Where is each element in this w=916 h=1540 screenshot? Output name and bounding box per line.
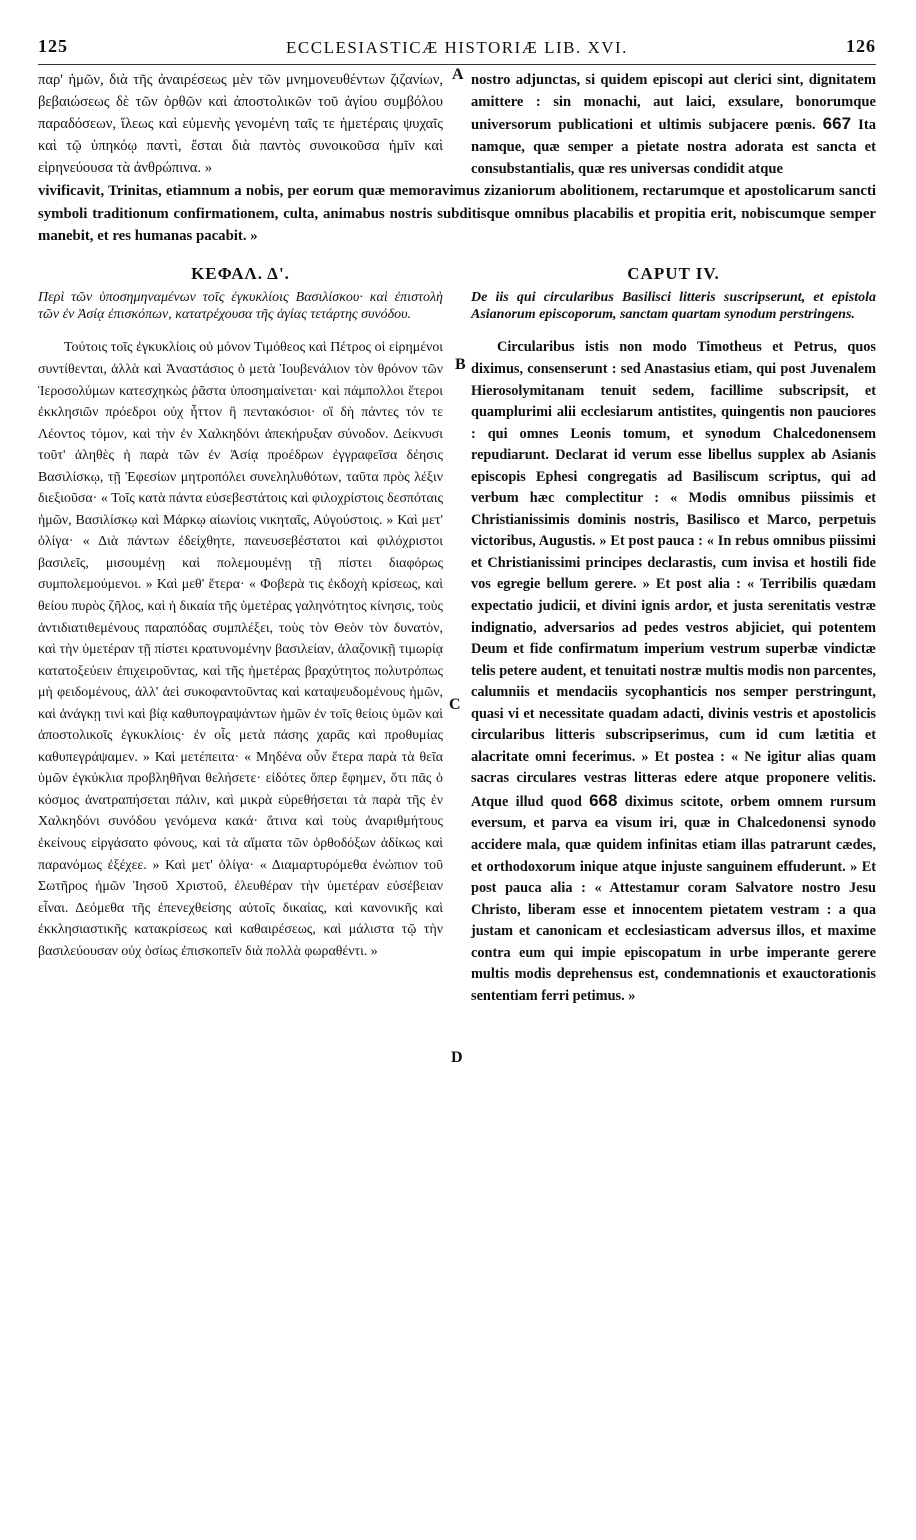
margin-letter-d: D: [451, 1049, 463, 1066]
latin-column-top: [471, 69, 876, 180]
page-number-left: 125: [38, 36, 68, 56]
margin-letter-b: B: [455, 356, 466, 373]
latin-top-a: nostro adjunctas, si quidem episcopi aut clerici sint, dignitatem amittere : sin monachi, aut laici, exsulare, bonorumque universorum publicationi et ultimis subjacere pœnis.: [471, 72, 876, 134]
latin-chapter-title: CAPUT IV.: [627, 264, 720, 284]
latin-body-1: Circularibus istis non modo Timotheus et Petrus, quos diximus, consenserunt : sed Anastasius etiam, qui post Juvenalem Hierosolymitanam tenuit sedem, facillime subscripsit, et quamplurimi alii ecclesiarum antistites, quingentis non pauciores : qui omnes Leonis tomum, et synodum Chalcedonensem repudiarunt. Declarat id verum esse libellus supplex ab Asianis episcopis Ephesi congregatis ad Basiliscum scriptus, qui ad verbum hæc complectitur : « Modis omnibus piissimis et Christianissimis dominis nostris, Basilisco et Marco, perpetuis victoribus, Augustis. » Et post pauca : « In rebus omnibus piissimi et Christianissimi principes declarastis, cum invisa et hostili fide vos egregie bellum gerere. » Et post alia : « Terribilis quædam expectatio judicii, et divini ignis ardor, et justa serenitatis vestræ indignatio, adversarios ad pedes vestros abjiciet, qui potentem Deum et fide confirmatum imperium vestrum superbæ vindictæ telis petere audent, et tenuitati nostræ multis modis non parcentes, calumniis et mendaciis sycophanticis nos semper perstringunt, quasi vi et necessitate quadam adacti, divinis vestris et apostolicis circularibus litteris subscripserimus, cum id cum lætitia et alacritate omni fecerimus. » Et postea : « Ne igitur alias quam sacras circulares vestras litteras edere atque proponere velitis. Atque illud quod: [471, 339, 876, 810]
full-width-paragraph: [38, 180, 876, 247]
latin-top-text: [471, 69, 876, 180]
top-columns: [38, 69, 876, 180]
latin-column: [471, 253, 876, 1007]
greek-chapter-title: ΚΕΦΑΛ. Δ'.: [191, 264, 290, 284]
page-marker-668: 668: [589, 790, 618, 810]
greek-top-text: παρ' ἡμῶν, διὰ τῆς ἀναιρέσεως μὲν τῶν μνημονευθέντων ζιζανίων, βεβαιώσεως δὲ τῶν ὀρθῶν καὶ ἀποστολικῶν τοῦ ἁγίου συμβόλου παραδόσεων, ἵλεως καὶ εὐμενὴς γενομένη ταῖς τε ἡμετέραις ψυχαῖς καὶ τῷ ὑπηκόῳ παντὶ, ἔσται διὰ παντὸς συνοικοῦσα ἡμῖν καὶ εἰρηνεύουσα τὰ ἀνθρώπινα. »: [38, 72, 443, 177]
greek-body-text: Τούτοις τοῖς ἐγκυκλίοις οὐ μόνον Τιμόθεος καὶ Πέτρος οἱ εἰρημένοι συντίθενται, ἀλλὰ καὶ Ἀναστάσιος ὁ μετὰ Ἰουβενάλιον τὸν θρόνον τῶν Ἱεροσολύμων κατεσχηκὼς ῥᾶστα ὑποσημαίνεται· καὶ πάμπολλοι ἕτεροι ἐκκλησιῶν πρόεδροι οὐχ ἧττον ἢ πεντακόσιοι· οἳ δὴ πάντες τόν τε Λέοντος τόμον, καὶ τὴν ἐν Χαλκηδόνι ἀπεκήρυξαν σύνοδον. Δείκνυσι τοῦτ' ἀληθὲς ἡ παρὰ τῶν ἐν Ἀσίᾳ προέδρων ἐγγραφεῖσα δέησις Βασιλίσκῳ, τῇ Ἐφεσίων μητροπόλει συνεληλυθότων, ταῦτα πρὸς λέξιν διεξιοῦσα· « Τοῖς κατὰ πάντα εὐσεβεστάτοις καὶ φιλοχρίστοις δεσπόταις ἡμῶν, Βασιλίσκῳ καὶ Μάρκῳ αἰωνίοις νικηταῖς, Αὐγούστοις. » Καὶ μετ' ὀλίγα· « Διὰ πάντων ἐδείχθητε, πανευσεβέστατοι καὶ φιλόχριστοι βασιλεῖς, μισουμένῃ καὶ πολεμουμένῃ τῇ πίστει διαφόρως συμπολεμούμενοι. » Καὶ μεθ' ἕτερα· « Φοβερὰ τις ἐκδοχὴ κρίσεως, καὶ θείου πυρὸς ζῆλος, καὶ ἡ δικαία τῆς ὑμετέρας γαληνότητος κίνησις, τοὺς ἀντιδιατιθεμένους παραπόδας συμπλέξει, τοὺς τὸν Θεὸν τὸν δυνατὸν, καὶ τὴν ὑμετέραν τῇ πίστει κρατυνομένην βασιλείαν, ἀλαζονικῇ τιμωρίᾳ κατατοξεύειν ἐπιχειροῦντας, καὶ τῆς ἡμετέρας βραχύτητος πολυτρόπως μὴ φειδομένους, ἀλλ' ἀεὶ συκοφαντοῦντας καὶ καταψευδομένους ἡμῶν, καὶ ἀνάγκῃ τινὶ καὶ βίᾳ καθυπογραψάντων ἡμῶν ἐν τοῖς θείοις ὑμῶν καὶ ἀποστολικοῖς ἐγκυκλίοις· ἐν οἷς μετὰ πάσης χαρᾶς καὶ προθυμίας καθυπεγράψαμεν. » Καὶ μετέπειτα· « Μηδένα οὖν ἕτερα παρὰ τὰ θεῖα ὑμῶν ἐγκύκλια προβληθῆναι θελήσετε· εἰδότες ὅπερ ἔφημεν, ὅτι πᾶς ὁ κόσμος ἀνατραπήσεται πάλιν, καὶ μικρὰ εὑρεθήσεται τὰ παρὰ τῆς ἐν Χαλκηδόνι συνόδου γενόμενα κακά· ἅτινα καὶ τοὺς ἀναριθμήτους ἐκείνους εἰργάσατο φόνους, καὶ τὰ αἵματα τῶν ὀρθοδόξων ἀδίκως καὶ παρανόμως ἐξέχεε. » Καὶ μετ' ὀλίγα· « Διαμαρτυρόμεθα ἐνώπιον τοῦ Σωτῆρος ἡμῶν Ἰησοῦ Χριστοῦ, ἐλευθέραν τὴν ὑμετέραν εὐσέβειαν εἶναι. Δεόμεθα τῆς ἐπενεχθείσης αὐτοῖς δικαίας, καὶ κανονικῆς καὶ ἐκκλησιαστικῆς κατακρίσεως καὶ καθαιρέσεως, καὶ μάλιστα τῷ τὴν βασιλεύουσαν οὐχ ὁσίως ἐπισκοπεῖν διὰ πολλὰ φωραθέντι. »: [38, 340, 443, 959]
running-header: [38, 34, 876, 65]
margin-letter-c: C: [449, 696, 461, 713]
latin-chapter-subtitle: De iis qui circularibus Basilisci litteris suscripserunt, et epistola Asianorum episcoporum, sanctam quartam synodum perstringens.: [471, 290, 876, 323]
latin-body-2: diximus scitote, orbem omnem rursum eversum, et parva ea visum iri, quæ in Chalcedonensi synodo accidere mala, quæ quidem infinitas etiam illas patrarunt cædes, et orthodoxorum inique atque injuste sanguinem effuderunt. » Et post pauca alia : « Attestamur coram Salvatore nostro Jesu Christo, liberam esse et innocentem pietatem vestram : a qua justam et canonicam et ecclesiasticam adversus illos, et maxime contra eum qui impie episcopatum in urbe imperante gerere multis modis deprehensus est, condemnationis et exauctorationis sententiam ferri petimus. »: [471, 793, 876, 1004]
margin-letter-a: A: [452, 66, 464, 83]
greek-column: [38, 253, 443, 1007]
running-title: ECCLESIASTICÆ HISTORIÆ LIB. XVI.: [286, 38, 628, 57]
page-number-right: 126: [846, 36, 876, 56]
greek-chapter-subtitle: Περὶ τῶν ὑποσημηναμένων τοῖς ἐγκυκλίοις Βασιλίσκου· καὶ ἐπιστολὴ τῶν ἐν Ἀσίᾳ ἐπισκόπων, κατατρέχουσα τῆς ἁγίας τετάρτης συνόδου.: [38, 290, 443, 323]
page-marker-667: 667: [822, 114, 852, 134]
full-width-text: vivificavit, Trinitas, etiamnum a nobis, per eorum quæ memoravimus zizaniorum abolitionem, rectarumque et apostolicarum sancti symboli traditionum confirmationem, culta, animabus nostris subditisque omnibus placabilis et propitia erit, nobiscumque semper manebit, et res humanas pacabit. »: [38, 183, 876, 245]
latin-top-b: Ita namque, quæ semper a pietate nostra adorata est sancta et consubstantialis, quæ res universas condidit atque: [471, 117, 876, 178]
latin-body-text: [471, 337, 876, 1007]
greek-column-top: [38, 69, 443, 180]
